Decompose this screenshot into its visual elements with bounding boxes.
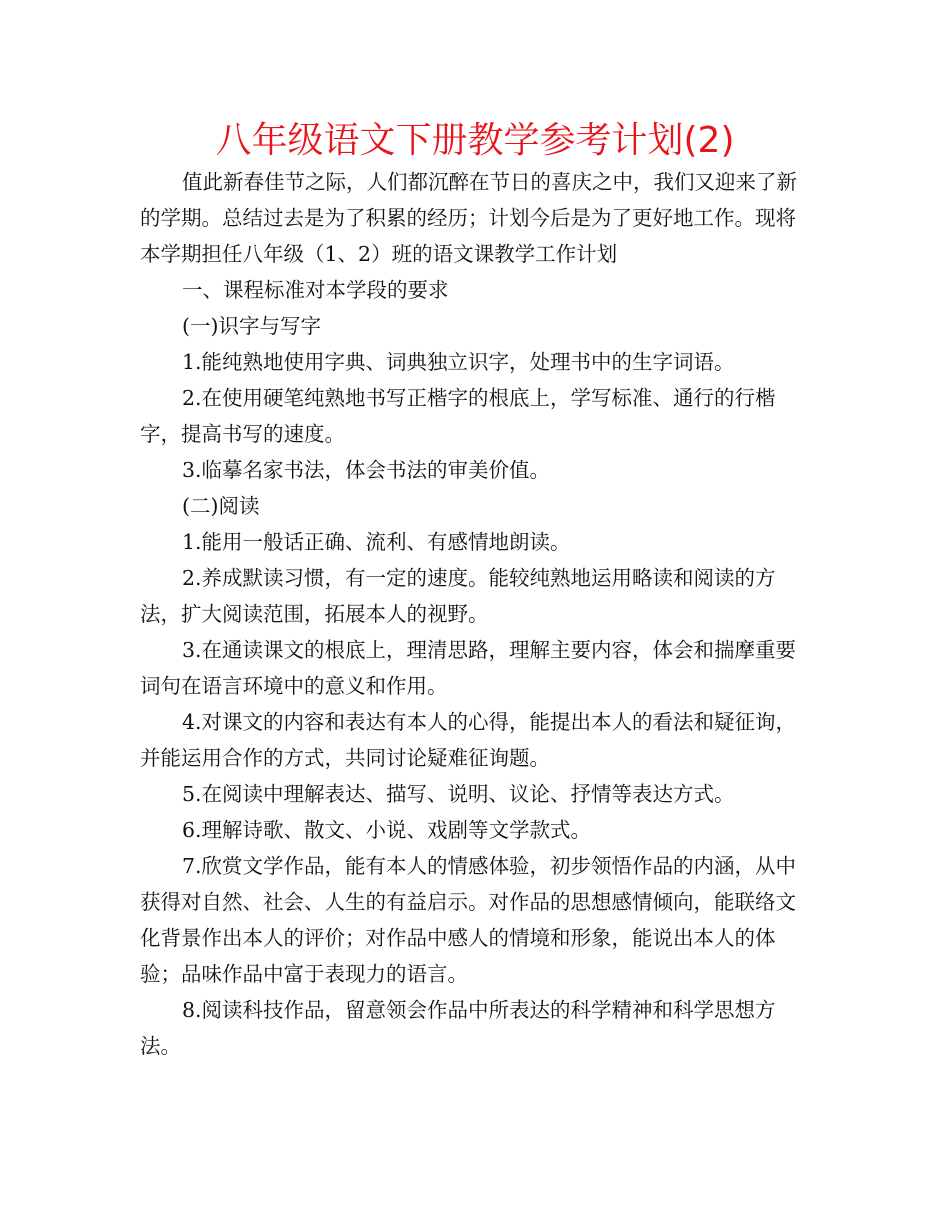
- document-body: [140, 164, 810, 1064]
- paragraph-item: 1.能纯熟地使用字典、词典独立识字，处理书中的生字词语。: [182, 350, 735, 374]
- paragraph-item: 4.对课文的内容和表达有本人的心得，能提出本人的看法和疑征询，并能运用合作的方式，共同讨论疑难征询题。: [140, 710, 797, 770]
- paragraph-item: 1.能用一般话正确、流利、有感情地朗读。: [182, 530, 571, 554]
- paragraph-item: 8.阅读科技作品，留意领会作品中所表达的科学精神和科学思想方法。: [140, 998, 776, 1058]
- paragraph-item: 3.临摹名家书法，体会书法的审美价值。: [182, 458, 551, 482]
- subsection-heading-literacy: (一)识字与写字: [182, 314, 321, 338]
- subsection-heading-reading: (二)阅读: [182, 494, 260, 518]
- document-title: 八年级语文下册教学参考计划(2): [215, 120, 735, 161]
- paragraph-intro: 值此新春佳节之际，人们都沉醉在节日的喜庆之中，我们又迎来了新的学期。总结过去是为了积累的经历；计划今后是为了更好地工作。现将本学期担任八年级（1、2）班的语文课教学工作计划: [140, 170, 797, 266]
- paragraph-item: 6.理解诗歌、散文、小说、戏剧等文学款式。: [182, 818, 592, 842]
- section-heading-1: 一、课程标准对本学段的要求: [182, 278, 449, 302]
- paragraph-item: 2.养成默读习惯，有一定的速度。能较纯熟地运用略读和阅读的方法，扩大阅读范围，拓展本人的视野。: [140, 566, 776, 626]
- paragraph-item: 2.在使用硬笔纯熟地书写正楷字的根底上，学写标准、通行的行楷字，提高书写的速度。: [140, 386, 776, 446]
- paragraph-item: 3.在通读课文的根底上，理清思路，理解主要内容，体会和揣摩重要词句在语言环境中的意义和作用。: [140, 638, 797, 698]
- paragraph-item: 5.在阅读中理解表达、描写、说明、议论、抒情等表达方式。: [182, 782, 735, 806]
- paragraph-item: 7.欣赏文学作品，能有本人的情感体验，初步领悟作品的内涵，从中获得对自然、社会、人生的有益启示。对作品的思想感情倾向，能联络文化背景作出本人的评价；对作品中感人的情境和形象，能说出本人的体验；品味作品中富于表现力的语言。: [140, 854, 797, 986]
